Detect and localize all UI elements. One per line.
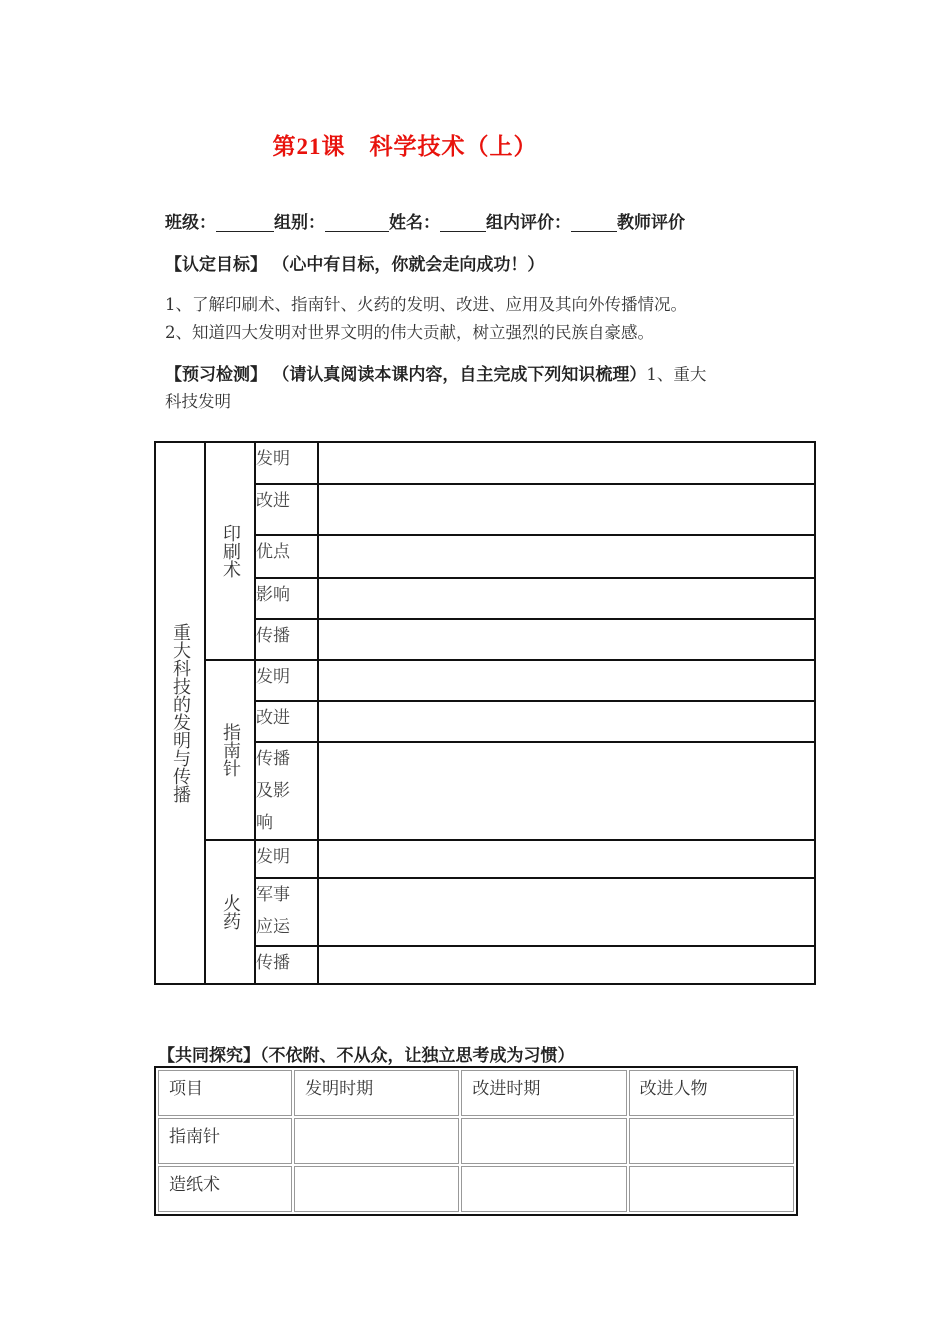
header-cell: 改进人物 (629, 1070, 794, 1116)
answer-cell[interactable] (318, 840, 815, 878)
row-label: 改进 (255, 701, 318, 742)
page-title: 第21课 科学技术（上） (272, 134, 538, 160)
name-field[interactable] (440, 213, 486, 232)
row-label: 传播 (255, 619, 318, 660)
answer-cell[interactable] (294, 1166, 459, 1212)
answer-cell[interactable] (629, 1166, 794, 1212)
answer-cell[interactable] (318, 578, 815, 619)
row-label: 发明 (255, 442, 318, 484)
info-line: 班级： 组别： 姓名： 组内评价： 教师评价 (165, 213, 685, 233)
row-label-multi: 传播 及影 响 (255, 742, 318, 840)
gunpowder-label-cell: 火药 (205, 840, 255, 984)
preview-tail: 科技发明 (165, 392, 231, 411)
overall-label-cell: 重大科技的发明与传播 (155, 442, 205, 984)
goal-item-2: 2、知道四大发明对世界文明的伟大贡献，树立强烈的民族自豪感。 (165, 323, 654, 342)
explore-table (154, 1066, 798, 1216)
row-label: 造纸术 (158, 1166, 292, 1212)
row-label-multi: 军事 应运 (255, 878, 318, 946)
row-label: 指南针 (158, 1118, 292, 1164)
printing-label-cell: 印刷术 (205, 442, 255, 660)
answer-cell[interactable] (629, 1118, 794, 1164)
goal-heading: 【认定目标】 （心中有目标，你就会走向成功！） (165, 255, 545, 275)
answer-cell[interactable] (318, 442, 815, 484)
answer-cell[interactable] (318, 878, 815, 946)
row-label: 发明 (255, 660, 318, 701)
knowledge-table (154, 441, 816, 985)
answer-cell[interactable] (318, 660, 815, 701)
row-label: 改进 (255, 484, 318, 535)
answer-cell[interactable] (461, 1118, 626, 1164)
header-cell: 项目 (158, 1070, 292, 1116)
explore-heading: 【共同探究】（不依附、不从众，让独立思考成为习惯） (158, 1046, 575, 1066)
row-label: 传播 (255, 946, 318, 984)
compass-label-cell: 指南针 (205, 660, 255, 840)
group-eval-field[interactable] (571, 213, 617, 232)
answer-cell[interactable] (461, 1166, 626, 1212)
row-label: 优点 (255, 535, 318, 578)
answer-cell[interactable] (318, 484, 815, 535)
answer-cell[interactable] (318, 535, 815, 578)
answer-cell[interactable] (318, 742, 815, 840)
header-cell: 发明时期 (294, 1070, 459, 1116)
preview-heading: 【预习检测】 （请认真阅读本课内容，自主完成下列知识梳理）1、重大 (165, 365, 707, 385)
row-label: 影响 (255, 578, 318, 619)
class-field[interactable] (216, 213, 274, 232)
header-cell: 改进时期 (461, 1070, 626, 1116)
answer-cell[interactable] (318, 701, 815, 742)
row-label: 发明 (255, 840, 318, 878)
answer-cell[interactable] (318, 619, 815, 660)
answer-cell[interactable] (294, 1118, 459, 1164)
goal-item-1: 1、了解印刷术、指南针、火药的发明、改进、应用及其向外传播情况。 (165, 295, 687, 314)
answer-cell[interactable] (318, 946, 815, 984)
group-field[interactable] (325, 213, 389, 232)
